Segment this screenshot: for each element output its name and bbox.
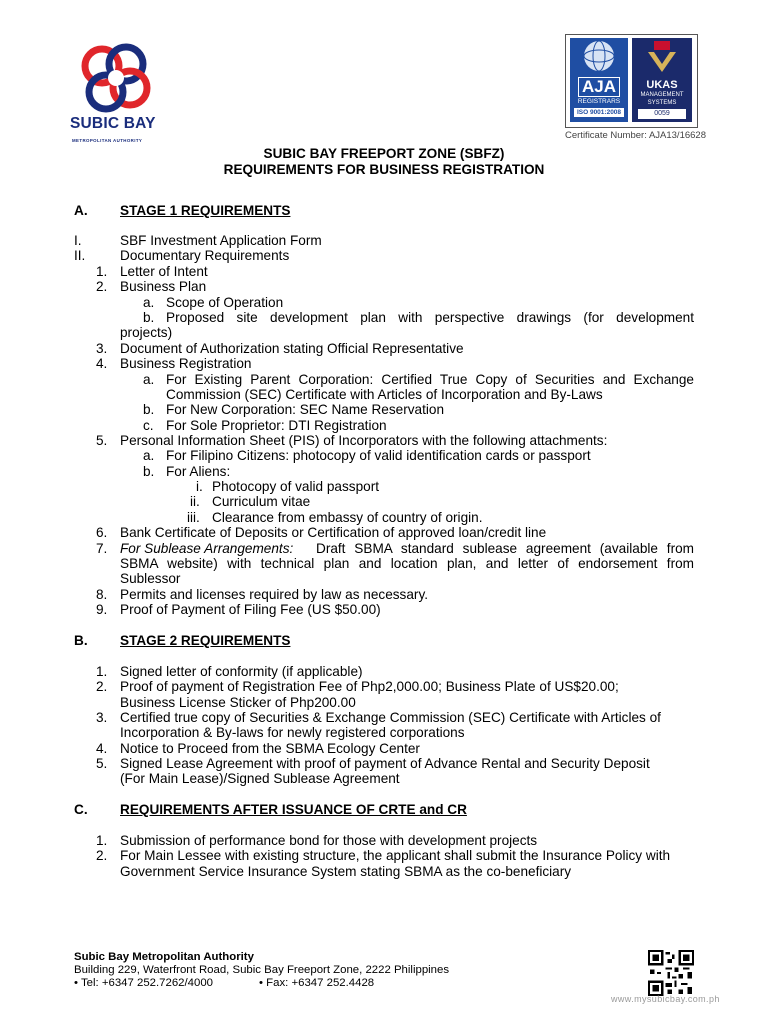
- list-number: 8.: [96, 587, 108, 602]
- footer-address: Building 229, Waterfront Road, Subic Bay Freeport Zone, 2222 Philippines: [74, 964, 450, 976]
- list-letter: b.: [143, 310, 155, 325]
- list-number: 7.: [96, 541, 108, 556]
- list-item: For New Corporation: SEC Name Reservation: [166, 402, 445, 417]
- list-item: Draft SBMA standard sublease agreement (available from: [316, 541, 694, 556]
- list-letter: b.: [143, 402, 155, 417]
- list-item: Clearance from embassy of country of origin.: [212, 510, 483, 525]
- section-b-letter: B.: [74, 633, 88, 648]
- section-c-heading: REQUIREMENTS AFTER ISSUANCE OF CRTE and CR: [120, 802, 467, 817]
- list-item: Submission of performance bond for those with development projects: [120, 833, 538, 848]
- list-item-continued: Incorporation & By-laws for newly registered corporations: [120, 725, 465, 740]
- section-c-letter: C.: [74, 802, 88, 817]
- list-item: Business Plan: [120, 279, 207, 294]
- qr-code-icon: [648, 950, 694, 996]
- list-item-continued: Government Service Insurance System stating SBMA as the co-beneficiary: [120, 864, 572, 879]
- list-item: Curriculum vitae: [212, 494, 311, 509]
- list-item-continued: (For Main Lease)/Signed Sublease Agreement: [120, 771, 400, 786]
- list-item: Certified true copy of Securities & Exchange Commission (SEC) Certificate with Articles of: [120, 710, 661, 725]
- footer-org: Subic Bay Metropolitan Authority: [74, 951, 254, 963]
- list-number: 1.: [96, 833, 108, 848]
- list-item: Notice to Proceed from the SBMA Ecology Center: [120, 741, 420, 756]
- certification-badges: [565, 34, 698, 128]
- list-number: 1.: [96, 264, 108, 279]
- list-item: For Main Lessee with existing structure, the applicant shall submit the Insurance Policy with: [120, 848, 671, 863]
- document-title: SUBIC BAY FREEPORT ZONE (SBFZ): [263, 146, 505, 161]
- section-a-letter: A.: [74, 203, 88, 218]
- footer-fax: • Fax: +6347 252.4428: [259, 977, 375, 989]
- list-item: Permits and licenses required by law as necessary.: [120, 587, 429, 602]
- list-item: Proof of payment of Registration Fee of Php2,000.00; Business Plate of US$20.00;: [120, 679, 619, 694]
- list-item: Documentary Requirements: [120, 248, 290, 263]
- list-number: 5.: [96, 433, 108, 448]
- list-number: 9.: [96, 602, 108, 617]
- section-a-heading: STAGE 1 REQUIREMENTS: [120, 203, 291, 218]
- list-item: For Existing Parent Corporation: Certified True Copy of Securities and Exchange: [166, 372, 694, 387]
- list-roman: iii.: [187, 510, 200, 525]
- list-number: 6.: [96, 525, 108, 540]
- list-number: 2.: [96, 848, 108, 863]
- aja-badge: AJA REGISTRARS ISO 9001:2008: [570, 38, 628, 122]
- logo-name: SUBIC BAY: [70, 115, 156, 132]
- list-item: Bank Certificate of Deposits or Certification of approved loan/credit line: [120, 525, 547, 540]
- list-roman: i.: [196, 479, 203, 494]
- list-item-continued: projects): [120, 325, 173, 340]
- list-item: For Sole Proprietor: DTI Registration: [166, 418, 387, 433]
- list-item: SBF Investment Application Form: [120, 233, 322, 248]
- list-item: For Filipino Citizens: photocopy of valid identification cards or passport: [166, 448, 591, 463]
- logo-subtitle: METROPOLITAN AUTHORITY: [72, 138, 143, 143]
- ukas-badge: UKAS MANAGEMENT SYSTEMS 0059: [632, 38, 692, 122]
- list-item-continued: Sublessor: [120, 571, 181, 586]
- roman-numeral: I.: [74, 233, 82, 248]
- list-item: Signed letter of conformity (if applicable): [120, 664, 363, 679]
- footer-tel: • Tel: +6347 252.7262/4000: [74, 977, 214, 989]
- list-letter: b.: [143, 464, 155, 479]
- list-item: Signed Lease Agreement with proof of payment of Advance Rental and Security Deposit: [120, 756, 650, 771]
- list-item: Personal Information Sheet (PIS) of Incorporators with the following attachments:: [120, 433, 608, 448]
- crown-check-icon: [632, 38, 692, 76]
- list-number: 3.: [96, 341, 108, 356]
- list-item-continued: Business License Sticker of Php200.00: [120, 695, 356, 710]
- list-item: Document of Authorization stating Official Representative: [120, 341, 464, 356]
- list-letter: a.: [143, 448, 155, 463]
- list-item-continued: Commission (SEC) Certificate with Articles of Incorporation and By-Laws: [166, 387, 603, 402]
- globe-icon: [570, 38, 628, 74]
- list-item: Business Registration: [120, 356, 252, 371]
- list-item-continued: SBMA website) with technical plan and location plan, and letter of endorsement from: [120, 556, 694, 571]
- certificate-number: Certificate Number: AJA13/16628: [565, 130, 706, 141]
- section-b-heading: STAGE 2 REQUIREMENTS: [120, 633, 291, 648]
- list-number: 1.: [96, 664, 108, 679]
- footer-website[interactable]: www.mysubicbay.com.ph: [611, 994, 720, 1004]
- list-number: 5.: [96, 756, 108, 771]
- list-item: For Aliens:: [166, 464, 231, 479]
- list-item-italic-label: For Sublease Arrangements:: [120, 541, 294, 556]
- list-roman: ii.: [190, 494, 200, 509]
- list-number: 2.: [96, 279, 108, 294]
- list-number: 3.: [96, 710, 108, 725]
- list-number: 2.: [96, 679, 108, 694]
- list-item: Photocopy of valid passport: [212, 479, 380, 494]
- list-number: 4.: [96, 356, 108, 371]
- list-number: 4.: [96, 741, 108, 756]
- list-letter: a.: [143, 295, 155, 310]
- list-item: Scope of Operation: [166, 295, 284, 310]
- list-item: Proof of Payment of Filing Fee (US $50.00): [120, 602, 381, 617]
- roman-numeral: II.: [74, 248, 86, 263]
- list-item: Letter of Intent: [120, 264, 208, 279]
- list-letter: c.: [143, 418, 154, 433]
- list-item: Proposed site development plan with perspective drawings (for development: [166, 310, 694, 325]
- list-letter: a.: [143, 372, 155, 387]
- document-subtitle: REQUIREMENTS FOR BUSINESS REGISTRATION: [223, 162, 545, 177]
